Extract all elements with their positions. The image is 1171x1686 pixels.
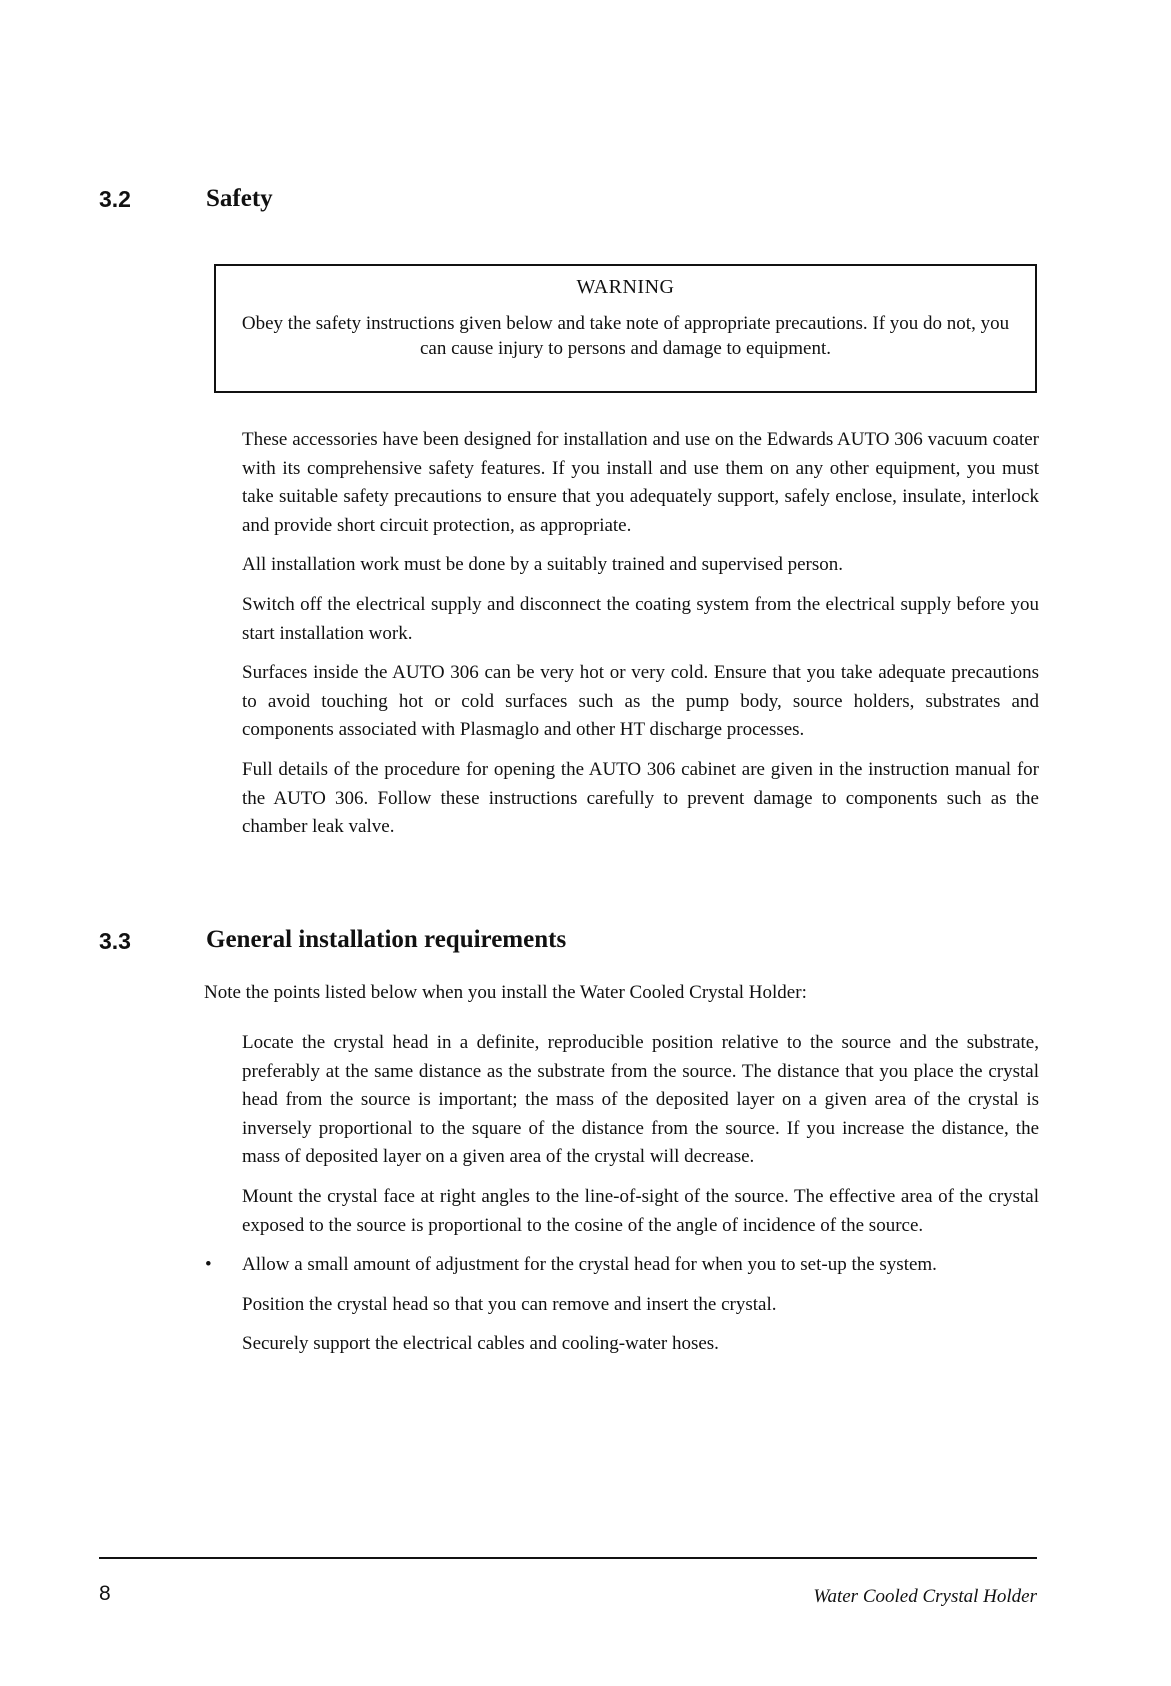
installation-items [205,1029,1039,1370]
safety-paragraph: These accessories have been designed for installation and use on the Edwards AUTO 306 vacuum coater with its comprehensive safety features. If you install and use them on any other equipment, you must take suitable safety precautions to ensure that you adequately support, safely enclose, insulate, interlock and provide short circuit protection, as appropriate. [242,429,1039,536]
safety-paragraph: All installation work must be done by a suitably trained and supervised person. [242,554,844,576]
installation-intro: Note the points listed below when you install the Water Cooled Crystal Holder: [204,982,807,1003]
installation-item: Locate the crystal head in a definite, reproducible position relative to the source and the substrate, preferably at the same distance as the substrate from the source. The distance that you place the crystal head from the source is important; the mass of the deposited layer on a given area of the crystal is inversely proportional to the square of the distance from the source. If you increase the distance, the mass of deposited layer on a given area of the crystal will decrease. [242,1032,1039,1168]
safety-paragraph: Switch off the electrical supply and disconnect the coating system from the electrical supply before you start installation work. [242,593,1039,644]
installation-item: Securely support the electrical cables and cooling-water hoses. [242,1333,719,1355]
bullet-item-row [205,1251,1039,1280]
warning-title: WARNING [576,276,675,298]
installation-item: Position the crystal head so that you can remove and insert the crystal. [242,1293,777,1315]
footer-divider [99,1557,1037,1559]
safety-paragraphs [242,426,1039,853]
installation-item: Mount the crystal face at right angles to the line-of-sight of the source. The effective area of the crystal exposed to the source is proportional to the cosine of the angle of incidence of the source. [242,1185,1039,1236]
page-number: 8 [99,1582,111,1605]
installation-item: Allow a small amount of adjustment for the crystal head for when you to set-up the system. [242,1254,937,1276]
warning-text: Obey the safety instructions given below and take note of appropriate precautions. If you do not, you can cause injury to persons and damage to equipment. [241,313,1010,359]
bullet-icon: • [205,1254,212,1276]
footer-document-title: Water Cooled Crystal Holder [813,1586,1037,1607]
section-title-safety: Safety [206,185,273,212]
warning-box [214,264,1037,393]
section-title-general-installation: General installation requirements [206,926,567,953]
safety-paragraph: Surfaces inside the AUTO 306 can be very hot or very cold. Ensure that you take adequate precautions to avoid touching hot or cold surfaces such as the pump body, source holders, substrates and components associated with Plasmaglo and other HT discharge processes. [242,662,1039,741]
section-number-3-2: 3.2 [99,186,131,212]
safety-paragraph: Full details of the procedure for opening the AUTO 306 cabinet are given in the instruction manual for the AUTO 306. Follow these instructions carefully to prevent damage to components such as the chamber leak valve. [242,758,1039,838]
section-number-3-3: 3.3 [99,928,131,954]
